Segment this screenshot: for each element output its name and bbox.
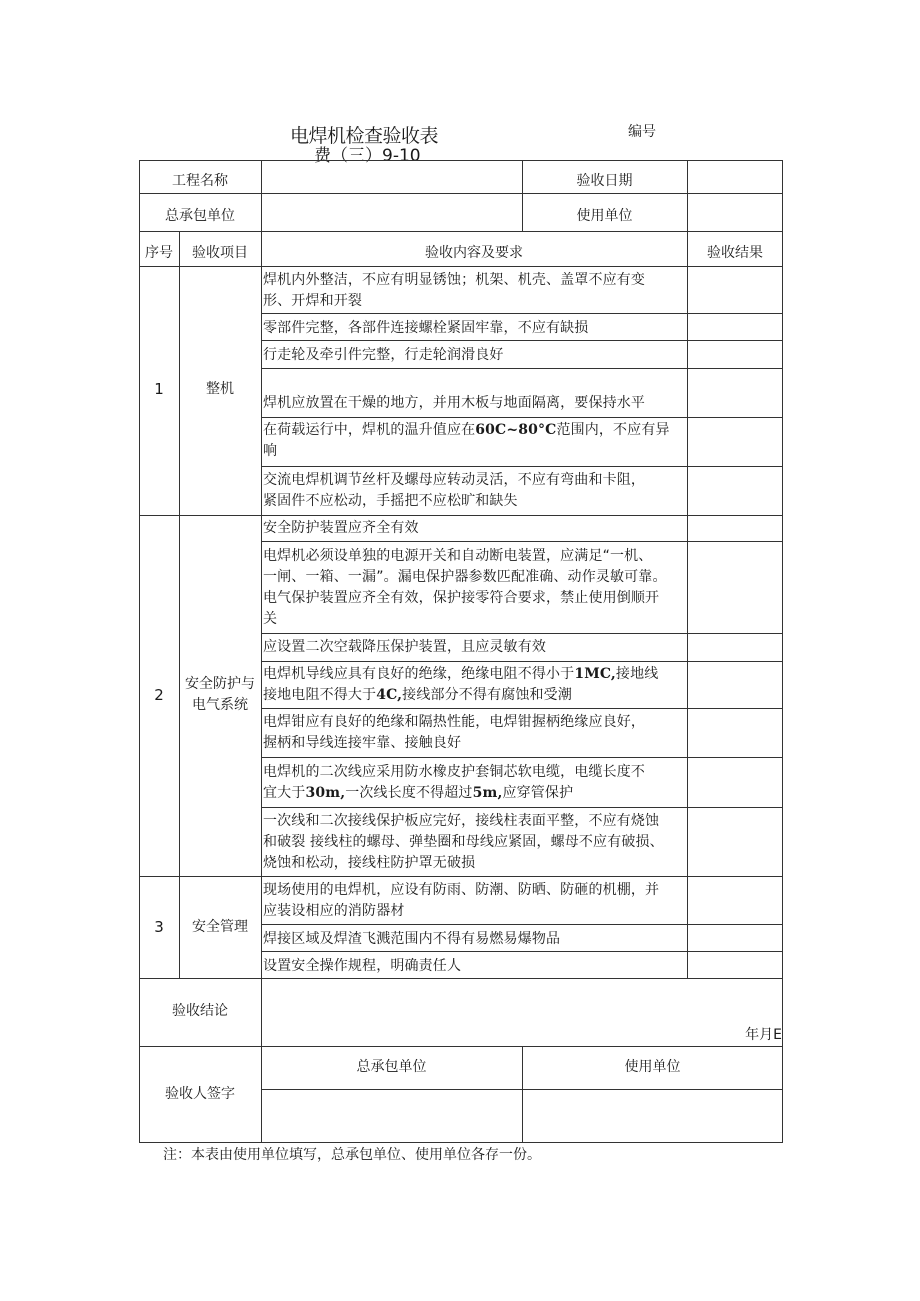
requirement-item: 交流电焊机调节丝杆及螺母应转动灵活，不应有弯曲和卡阻， 紧固件不应松动，手摇把不应松旷和缺失 xyxy=(263,472,646,509)
requirement-item: 零部件完整，各部件连接螺栓紧固牢靠，不应有缺损 xyxy=(263,320,589,336)
section-name: 安全管理 xyxy=(192,919,248,935)
conclusion-date: 年月E xyxy=(745,1027,782,1043)
requirement-item: 焊机应放置在干燥的地方，并用木板与地面隔离，要保持水平 xyxy=(263,395,646,411)
requirement-item: 行走轮及牵引件完整，行走轮润滑良好 xyxy=(263,347,504,363)
section-name: 整机 xyxy=(206,381,234,397)
conclusion-label: 验收结论 xyxy=(172,1003,228,1019)
requirement-item: 设置安全操作规程，明确责任人 xyxy=(263,958,462,974)
footnote: 注：本表由使用单位填写，总承包单位、使用单位各存一份。 xyxy=(163,1147,541,1163)
requirement-item: 焊机内外整洁，不应有明显锈蚀；机架、机壳、盖罩不应有变 形、开焊和开裂 xyxy=(263,272,646,309)
signature-user-unit-header: 使用单位 xyxy=(624,1059,681,1075)
user-unit-label: 使用单位 xyxy=(576,208,633,224)
col-header-content: 验收内容及要求 xyxy=(425,245,523,261)
signature-general-contractor-field[interactable] xyxy=(262,1090,522,1143)
general-contractor-label: 总承包单位 xyxy=(165,208,235,224)
section-seq: 2 xyxy=(154,686,164,704)
project-name-label: 工程名称 xyxy=(172,173,228,189)
col-header-item: 验收项目 xyxy=(192,245,248,261)
form-subtitle: 费（三）9-10 xyxy=(314,146,421,166)
requirement-item: 电焊机的二次线应采用防水橡皮护套铜芯软电缆，电缆长度不 宜大于30m,一次线长度不得超过5m,应穿管保护 xyxy=(263,764,646,801)
requirement-item: 现场使用的电焊机，应设有防雨、防潮、防晒、防砸的机棚，并 应装设相应的消防器材 xyxy=(263,882,660,919)
accept-date-field[interactable] xyxy=(688,160,783,193)
signature-user-unit-field[interactable] xyxy=(523,1090,783,1143)
section-seq: 1 xyxy=(154,380,164,398)
requirement-item: 电焊机导线应具有良好的绝缘，绝缘电阻不得小于1MC,接地线 接地电阻不得大于4C,接线部分不得有腐蚀和受潮 xyxy=(263,666,659,703)
col-header-result: 验收结果 xyxy=(707,245,763,261)
col-header-seq: 序号 xyxy=(145,245,173,261)
requirement-item: 安全防护装置应齐全有效 xyxy=(263,520,419,536)
inspection-table xyxy=(139,160,783,1143)
user-unit-field[interactable] xyxy=(688,194,783,231)
general-contractor-field[interactable] xyxy=(262,194,522,231)
conclusion-field[interactable] xyxy=(262,979,783,1046)
project-name-field[interactable] xyxy=(262,160,522,193)
requirement-item: 一次线和二次接线保护板应完好，接线柱表面平整，不应有烧蚀 和破裂 接线柱的螺母、弹垫圈和母线应紧固，螺母不应有破损、 烧蚀和松动，接线柱防护罩无破损 xyxy=(263,813,664,871)
section-seq: 3 xyxy=(154,918,164,936)
requirement-item: 电焊钳应有良好的绝缘和隔热性能，电焊钳握柄绝缘应良好， 握柄和导线连接牢靠、接触良好 xyxy=(263,714,646,751)
requirement-item: 应设置二次空载降压保护装置，且应灵敏有效 xyxy=(263,639,546,655)
requirement-item: 在荷载运行中，焊机的温升值应在60C~80°C范围内，不应有异 响 xyxy=(263,422,670,459)
number-label: 编号 xyxy=(628,124,656,140)
requirement-item: 焊接区域及焊渣飞溅范围内不得有易燃易爆物品 xyxy=(263,931,561,947)
signature-general-contractor-header: 总承包单位 xyxy=(356,1059,427,1075)
section-name: 安全防护与 电气系统 xyxy=(185,676,255,713)
form-title: 电焊机检查验收表 xyxy=(290,125,439,147)
requirement-item: 电焊机必须设单独的电源开关和自动断电装置，应满足“一机、 一闸、一箱、一漏”。漏电保护器参数匹配准确、动作灵敏可靠。 电气保护装置应齐全有效，保护接零符合要求，禁止使用倒顺开 关 xyxy=(263,548,667,627)
accept-date-label: 验收日期 xyxy=(576,173,633,189)
signature-label: 验收人签字 xyxy=(165,1086,235,1102)
